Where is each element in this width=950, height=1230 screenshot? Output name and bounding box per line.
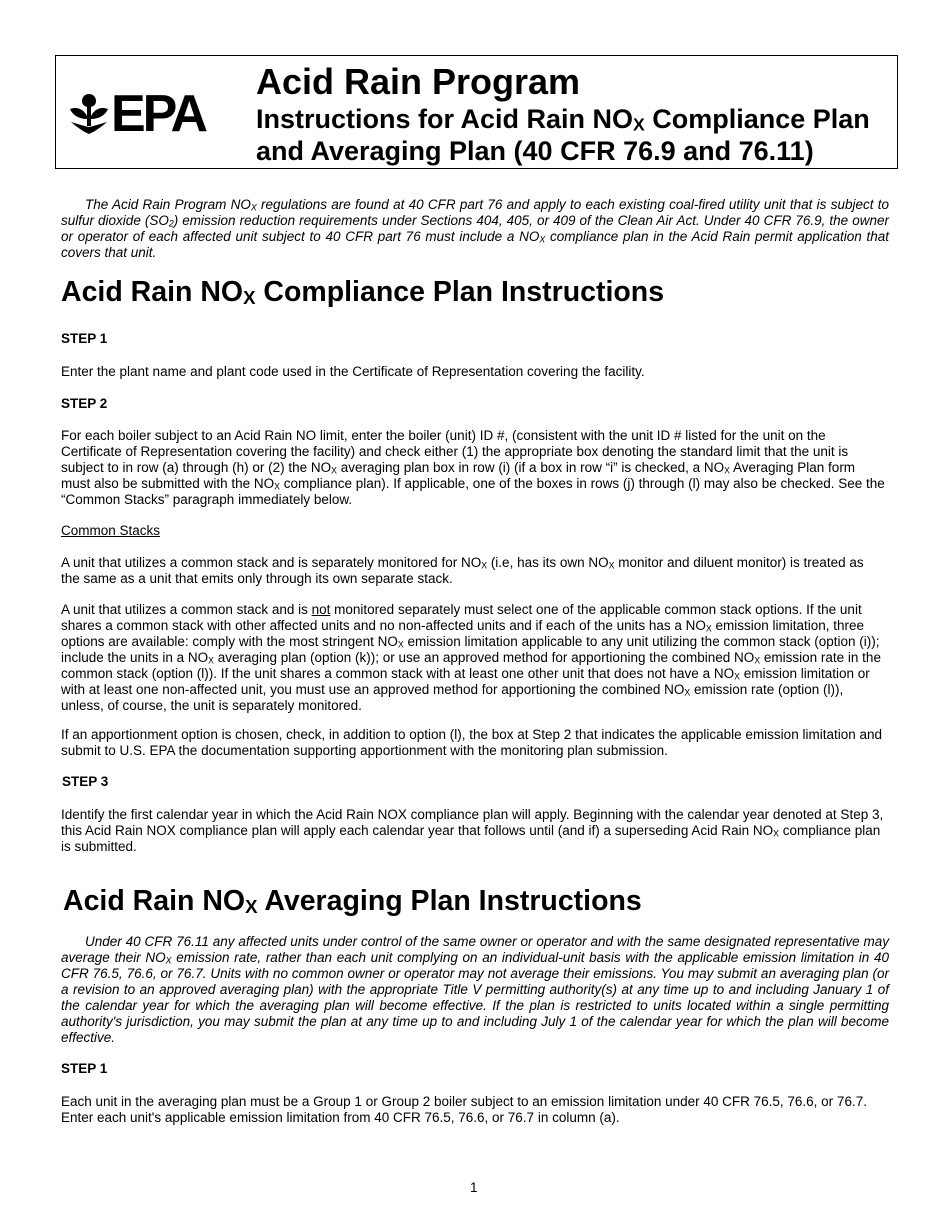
common-stacks-paragraph-3: If an apportionment option is chosen, check, in addition to option (l), the box at Step 2 that indicates the applicable emission limitation and submit to U.S. EPA the documentation supporting apportionment with the monitoring plan submission. — [61, 727, 882, 758]
compliance-step3-label: STEP 3 — [62, 774, 109, 789]
averaging-section-title: Acid Rain $NO_X$ Averaging Plan Instructions — [63, 885, 642, 917]
intro-paragraph: The Acid Rain Program $NO_X$ regulations are found at 40 CFR part 76 and apply to each existing coal-fired utility unit that is subject to sulfur dioxide $(SO_2)$ emission reduction requirements under Sections 404, 405, or 409 of the Clean Air Act. Under 40 CFR 76.9, the owner or operator of each affected unit subject to 40 CFR part 76 must include a $NO_X$ compliance plan in the Acid Rain permit application that covers that unit. — [61, 197, 889, 260]
common-stacks-heading: Common Stacks — [61, 523, 161, 538]
compliance-step2-text: For each boiler subject to an Acid Rain NO limit, enter the boiler (unit) ID #, (consistent with the unit ID # listed for the unit on the Certificate of Representation covering the facility) and check either (1) the appropriate box denoting the standard limit that the unit is subject to in row (a) through (h) or (2) the $NO_X$ averaging plan box in row (i) (if a box in row “i” is checked, a $NO_X$ Averaging Plan form must also be submitted with the $NO_X$ compliance plan). If applicable, one of the boxes in rows (j) through (l) may also be checked. See the “Common Stacks” paragraph immediately below. — [61, 428, 885, 507]
epa-logo — [68, 85, 210, 143]
averaging-step1-label: STEP 1 — [61, 1061, 108, 1076]
epa-logo-text: EPA — [111, 85, 206, 143]
common-stacks-paragraph-2: A unit that utilizes a common stack and is not monitored separately must select one of the applicable common stack options. If the unit shares a common stack with other affected units and no non-affected units and if each of the units has a $NO_X$ emission limitation, three options are available: comply with the most stringent $NO_X$ emission limitation applicable to any unit utilizing the common stack (option (i)); include the units in a $NO_X$ averaging plan (option (k)); or use an approved method for apportioning the combined $NO_X$ emission rate in the common stack (option (l)). If the unit shares a common stack with at least one other unit that does not have a $NO_X$ emission limitation or with at least one non-affected unit, you must use an approved method for apportioning the combined $NO_X$ emission rate (option (l)), unless, of course, the unit is separately monitored. — [61, 602, 881, 713]
header-box — [55, 55, 898, 169]
averaging-step1-text: Each unit in the averaging plan must be a Group 1 or Group 2 boiler subject to an emission limitation under 40 CFR 76.5, 76.6, or 76.7. Enter each unit's applicable emission limitation from 40 CFR 76.5, 76.6, or 76.7 in column (a). — [61, 1094, 867, 1125]
compliance-step1-label: STEP 1 — [61, 331, 108, 346]
compliance-section-title: Acid Rain $NO_X$ Compliance Plan Instructions — [61, 276, 665, 308]
compliance-step3-text: Identify the first calendar year in which the Acid Rain NOX compliance plan will apply. Beginning with the calendar year denoted at Step 3, this Acid Rain NOX compliance plan will apply each calendar year that follows until (and if) a superseding Acid Rain $NO_X$ compliance plan is submitted. — [61, 807, 884, 854]
page-subtitle-line2: and Averaging Plan (40 CFR 76.9 and 76.11) — [256, 136, 814, 166]
page-number: 1 — [470, 1180, 478, 1195]
page-title: Acid Rain Program — [256, 61, 581, 102]
compliance-step1-text: Enter the plant name and plant code used in the Certificate of Representation covering the facility. — [61, 364, 645, 379]
averaging-intro-paragraph: Under 40 CFR 76.11 any affected units under control of the same owner or operator and with the same designated representative may average their $NO_X$ emission rate, rather than each unit complying on an individual-unit basis with the applicable emission limitation in 40 CFR 76.5, 76.6, or 76.7. Units with no common owner or operator may not average their emissions. You may submit an averaging plan (or a revision to an approved averaging plan) with the appropriate Title V permitting authority(s) at any time up to and including January 1 of the calendar year for which the averaging plan will become effective. If the plan is restricted to units located within a single permitting authority's jurisdiction, you may submit the plan at any time up to and including July 1 of the calendar year for which the plan will become effective. — [61, 934, 889, 1045]
compliance-step2-label: STEP 2 — [61, 396, 108, 411]
page-subtitle-line1: Instructions for Acid Rain $NO_X$ Compliance Plan — [256, 104, 870, 135]
epa-flower-icon — [68, 92, 110, 136]
common-stacks-paragraph-1: A unit that utilizes a common stack and is separately monitored for $NO_X$ (i.e, has its own $NO_X$ monitor and diluent monitor) is treated as the same as a unit that emits only through its own separate stack. — [61, 555, 864, 586]
